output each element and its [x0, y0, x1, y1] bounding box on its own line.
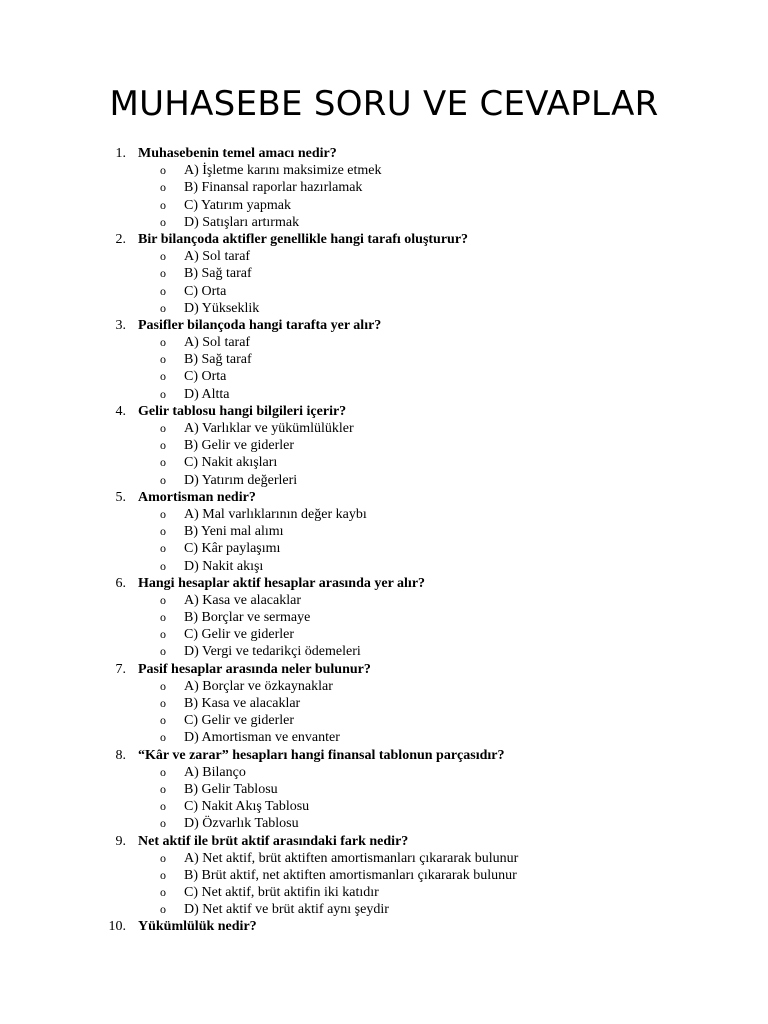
circle-bullet-icon: o: [160, 627, 166, 642]
question-list: [0, 145, 768, 936]
question-item: [0, 317, 768, 403]
option-item: [0, 712, 768, 729]
circle-bullet-icon: o: [160, 558, 166, 573]
option-text: D) Amortisman ve envanter: [184, 730, 340, 746]
option-text: B) Kasa ve alacaklar: [184, 696, 301, 711]
option-item: [0, 265, 768, 282]
option-text: C) Orta: [184, 283, 227, 299]
question-number: 5.: [115, 489, 126, 505]
option-item: [0, 798, 768, 815]
option-item: [0, 609, 768, 626]
option-item: [0, 764, 768, 781]
option-text: A) Bilanço: [184, 764, 246, 780]
option-text: C) Nakit akışları: [184, 455, 278, 471]
option-text: C) Gelir ve giderler: [184, 713, 295, 729]
question-text: Pasifler bilançoda hangi tarafta yer alır?: [138, 317, 382, 333]
question-row: [0, 918, 768, 935]
question-item: [0, 489, 768, 575]
circle-bullet-icon: o: [160, 696, 166, 710]
option-text: C) Gelir ve giderler: [184, 627, 295, 643]
option-list: [0, 592, 768, 661]
question-row: [0, 403, 768, 420]
circle-bullet-icon: o: [160, 249, 166, 264]
option-text: D) Yükseklik: [184, 300, 260, 316]
option-text: B) Gelir ve giderler: [184, 438, 295, 454]
circle-bullet-icon: o: [160, 902, 166, 917]
option-text: B) Borçlar ve sermaye: [184, 610, 311, 626]
circle-bullet-icon: o: [160, 506, 166, 521]
option-item: [0, 300, 768, 317]
option-list: [0, 248, 768, 317]
document-title: MUHASEBE SORU VE CEVAPLAR: [109, 84, 659, 124]
circle-bullet-icon: o: [160, 455, 166, 470]
option-text: A) Varlıklar ve yükümlülükler: [184, 421, 354, 436]
circle-bullet-icon: o: [160, 300, 166, 315]
circle-bullet-icon: o: [160, 764, 166, 779]
circle-bullet-icon: o: [160, 283, 166, 298]
circle-bullet-icon: o: [160, 541, 166, 556]
question-text: Amortisman nedir?: [138, 489, 256, 505]
circle-bullet-icon: o: [160, 438, 166, 453]
question-row: [0, 317, 768, 334]
circle-bullet-icon: o: [160, 163, 166, 178]
circle-bullet-icon: o: [160, 197, 166, 212]
option-list: [0, 506, 768, 575]
question-row: [0, 489, 768, 506]
option-text: D) Yatırım değerleri: [184, 472, 298, 488]
circle-bullet-icon: o: [160, 850, 166, 865]
circle-bullet-icon: o: [160, 524, 166, 539]
option-item: [0, 884, 768, 901]
option-text: C) Net aktif, brüt aktifin iki katıdır: [184, 885, 379, 901]
option-text: D) Nakit akışı: [184, 558, 264, 574]
question-number: 7.: [115, 661, 126, 677]
option-item: [0, 523, 768, 540]
option-item: [0, 781, 768, 798]
circle-bullet-icon: o: [160, 421, 166, 435]
option-item: [0, 643, 768, 660]
circle-bullet-icon: o: [160, 266, 166, 281]
question-row: [0, 661, 768, 678]
circle-bullet-icon: o: [160, 335, 166, 350]
option-list: [0, 850, 768, 919]
option-item: [0, 729, 768, 746]
circle-bullet-icon: o: [160, 730, 166, 745]
option-text: C) Yatırım yapmak: [184, 197, 291, 213]
question-row: [0, 231, 768, 248]
question-number: 10.: [108, 919, 126, 935]
option-item: [0, 420, 768, 437]
option-item: [0, 437, 768, 454]
option-list: [0, 334, 768, 403]
circle-bullet-icon: o: [160, 713, 166, 728]
question-item: [0, 918, 768, 935]
option-item: [0, 867, 768, 884]
option-text: A) Sol taraf: [184, 335, 251, 351]
question-text: “Kâr ve zarar” hesapları hangi finansal tablonun parçasıdır?: [138, 747, 505, 763]
option-text: A) İşletme karını maksimize etmek: [184, 163, 382, 179]
question-item: [0, 403, 768, 489]
question-number: 9.: [115, 833, 126, 849]
circle-bullet-icon: o: [160, 816, 166, 831]
circle-bullet-icon: o: [160, 180, 166, 195]
question-text: Hangi hesaplar aktif hesaplar arasında yer alır?: [138, 575, 426, 591]
circle-bullet-icon: o: [160, 644, 166, 659]
question-number: 6.: [115, 575, 126, 591]
option-item: [0, 454, 768, 471]
option-text: B) Yeni mal alımı: [184, 524, 284, 540]
circle-bullet-icon: o: [160, 885, 166, 900]
option-text: D) Altta: [184, 386, 230, 402]
option-item: [0, 592, 768, 609]
question-number: 1.: [115, 146, 126, 161]
option-text: D) Satışları artırmak: [184, 214, 300, 230]
circle-bullet-icon: o: [160, 352, 166, 367]
option-text: A) Mal varlıklarının değer kaybı: [184, 506, 367, 522]
option-item: [0, 368, 768, 385]
question-number: 8.: [115, 747, 126, 763]
circle-bullet-icon: o: [160, 799, 166, 814]
circle-bullet-icon: o: [160, 592, 166, 607]
option-item: [0, 214, 768, 231]
question-row: [0, 747, 768, 764]
option-text: A) Net aktif, brüt aktiften amortismanları çıkararak bulunur: [184, 850, 519, 866]
circle-bullet-icon: o: [160, 867, 166, 882]
question-number: 4.: [115, 403, 126, 419]
question-number: 3.: [115, 317, 126, 333]
option-item: [0, 506, 768, 523]
option-item: [0, 162, 768, 179]
option-text: D) Net aktif ve brüt aktif aynı şeydir: [184, 902, 389, 918]
option-item: [0, 197, 768, 214]
question-item: [0, 145, 768, 231]
option-item: [0, 472, 768, 489]
option-list: [0, 162, 768, 231]
option-text: A) Borçlar ve özkaynaklar: [184, 678, 333, 694]
option-item: [0, 351, 768, 368]
circle-bullet-icon: o: [160, 369, 166, 384]
question-text: Net aktif ile brüt aktif arasındaki fark nedir?: [138, 833, 409, 849]
circle-bullet-icon: o: [160, 610, 166, 625]
option-item: [0, 678, 768, 695]
question-text: Muhasebenin temel amacı nedir?: [138, 146, 337, 161]
option-item: [0, 901, 768, 918]
question-item: [0, 661, 768, 747]
circle-bullet-icon: o: [160, 472, 166, 487]
question-item: [0, 833, 768, 919]
option-text: B) Finansal raporlar hazırlamak: [184, 180, 363, 196]
option-text: B) Gelir Tablosu: [184, 781, 278, 797]
question-number: 2.: [115, 231, 126, 247]
question-item: [0, 575, 768, 661]
circle-bullet-icon: o: [160, 678, 166, 693]
option-item: [0, 695, 768, 712]
option-list: [0, 678, 768, 747]
option-text: B) Brüt aktif, net aktiften amortismanları çıkararak bulunur: [184, 867, 517, 883]
question-item: [0, 231, 768, 317]
question-text: Yükümlülük nedir?: [138, 919, 257, 935]
option-item: [0, 179, 768, 196]
circle-bullet-icon: o: [160, 214, 166, 229]
option-text: C) Kâr paylaşımı: [184, 541, 281, 557]
option-item: [0, 283, 768, 300]
question-text: Bir bilançoda aktifler genellikle hangi tarafı oluşturur?: [138, 231, 469, 247]
option-text: A) Sol taraf: [184, 249, 251, 265]
question-text: Gelir tablosu hangi bilgileri içerir?: [138, 403, 347, 419]
option-item: [0, 334, 768, 351]
option-item: [0, 386, 768, 403]
option-list: [0, 764, 768, 833]
question-row: [0, 833, 768, 850]
option-text: A) Kasa ve alacaklar: [184, 592, 301, 608]
option-text: D) Vergi ve tedarikçi ödemeleri: [184, 644, 361, 660]
option-text: B) Sağ taraf: [184, 352, 252, 368]
circle-bullet-icon: o: [160, 781, 166, 796]
question-text: Pasif hesaplar arasında neler bulunur?: [138, 661, 371, 677]
option-item: [0, 850, 768, 867]
question-row: [0, 575, 768, 592]
question-row: [0, 145, 768, 162]
circle-bullet-icon: o: [160, 386, 166, 401]
option-item: [0, 248, 768, 265]
option-item: [0, 540, 768, 557]
option-item: [0, 815, 768, 832]
option-list: [0, 420, 768, 489]
option-text: B) Sağ taraf: [184, 266, 252, 282]
option-text: C) Orta: [184, 369, 227, 385]
option-item: [0, 558, 768, 575]
option-item: [0, 626, 768, 643]
question-item: [0, 747, 768, 833]
option-text: C) Nakit Akış Tablosu: [184, 799, 310, 815]
option-text: D) Özvarlık Tablosu: [184, 816, 299, 832]
